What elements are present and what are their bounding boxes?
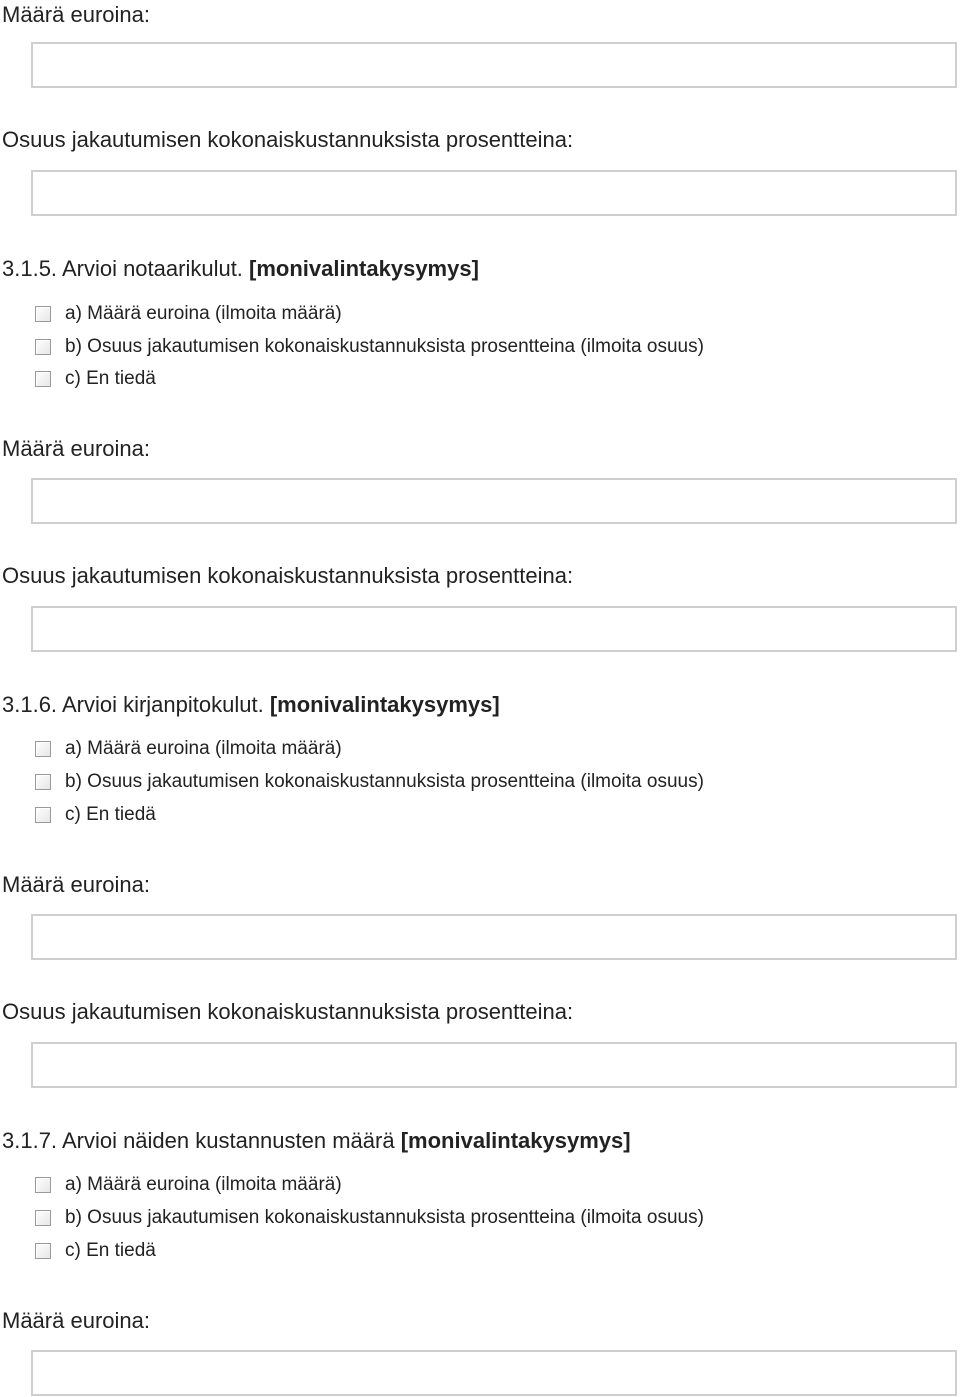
share-field[interactable] bbox=[31, 1042, 957, 1088]
amount-input[interactable] bbox=[33, 480, 955, 522]
checkbox-icon[interactable] bbox=[35, 1177, 51, 1193]
option-label: a) Määrä euroina (ilmoita määrä) bbox=[65, 303, 342, 324]
question-type-tag: [monivalintakysymys] bbox=[269, 692, 500, 717]
option-label: a) Määrä euroina (ilmoita määrä) bbox=[65, 738, 342, 759]
amount-field[interactable] bbox=[31, 42, 957, 88]
option-label: b) Osuus jakautumisen kokonaiskustannuksista prosentteina (ilmoita osuus) bbox=[65, 1207, 704, 1228]
share-input[interactable] bbox=[33, 172, 955, 214]
option-b[interactable] bbox=[35, 771, 704, 793]
option-label: c) En tiedä bbox=[65, 1240, 156, 1261]
amount-input[interactable] bbox=[33, 916, 955, 958]
checkbox-icon[interactable] bbox=[35, 741, 51, 757]
question-type-tag: [monivalintakysymys] bbox=[400, 1128, 631, 1153]
amount-field[interactable] bbox=[31, 1350, 957, 1396]
amount-label: Määrä euroina: bbox=[2, 436, 150, 461]
question-title-text: 3.1.6. Arvioi kirjanpitokulut. bbox=[2, 692, 264, 717]
question-title bbox=[2, 1128, 631, 1154]
share-field[interactable] bbox=[31, 170, 957, 216]
share-input[interactable] bbox=[33, 1044, 955, 1086]
checkbox-icon[interactable] bbox=[35, 774, 51, 790]
option-c[interactable] bbox=[35, 804, 156, 826]
option-b[interactable] bbox=[35, 1207, 704, 1229]
amount-field[interactable] bbox=[31, 914, 957, 960]
checkbox-icon[interactable] bbox=[35, 807, 51, 823]
option-b[interactable] bbox=[35, 336, 704, 358]
checkbox-icon[interactable] bbox=[35, 339, 51, 355]
option-label: b) Osuus jakautumisen kokonaiskustannuksista prosentteina (ilmoita osuus) bbox=[65, 336, 704, 357]
question-type-tag: [monivalintakysymys] bbox=[249, 256, 479, 281]
amount-input[interactable] bbox=[33, 44, 955, 86]
amount-input[interactable] bbox=[33, 1352, 955, 1394]
option-label: c) En tiedä bbox=[65, 368, 156, 389]
option-label: b) Osuus jakautumisen kokonaiskustannuksista prosentteina (ilmoita osuus) bbox=[65, 771, 704, 792]
option-label: a) Määrä euroina (ilmoita määrä) bbox=[65, 1174, 342, 1195]
checkbox-icon[interactable] bbox=[35, 371, 51, 387]
checkbox-icon[interactable] bbox=[35, 1210, 51, 1226]
option-a[interactable] bbox=[35, 1174, 342, 1196]
option-c[interactable] bbox=[35, 1240, 156, 1262]
share-input[interactable] bbox=[33, 608, 955, 650]
question-title-text: 3.1.5. Arvioi notaarikulut. bbox=[2, 256, 243, 281]
checkbox-icon[interactable] bbox=[35, 306, 51, 322]
option-label: c) En tiedä bbox=[65, 804, 156, 825]
amount-label: Määrä euroina: bbox=[2, 1308, 150, 1333]
question-title bbox=[2, 256, 479, 282]
option-a[interactable] bbox=[35, 738, 342, 760]
share-label: Osuus jakautumisen kokonaiskustannuksista prosentteina: bbox=[2, 999, 574, 1024]
share-label: Osuus jakautumisen kokonaiskustannuksista prosentteina: bbox=[2, 127, 574, 152]
option-a[interactable] bbox=[35, 303, 342, 325]
option-c[interactable] bbox=[35, 368, 156, 390]
question-title bbox=[2, 692, 500, 718]
amount-field[interactable] bbox=[31, 478, 957, 524]
checkbox-icon[interactable] bbox=[35, 1243, 51, 1259]
share-field[interactable] bbox=[31, 606, 957, 652]
amount-label: Määrä euroina: bbox=[2, 2, 150, 27]
amount-label: Määrä euroina: bbox=[2, 872, 150, 897]
question-title-text: 3.1.7. Arvioi näiden kustannusten määrä bbox=[2, 1128, 395, 1153]
share-label: Osuus jakautumisen kokonaiskustannuksista prosentteina: bbox=[2, 563, 574, 588]
